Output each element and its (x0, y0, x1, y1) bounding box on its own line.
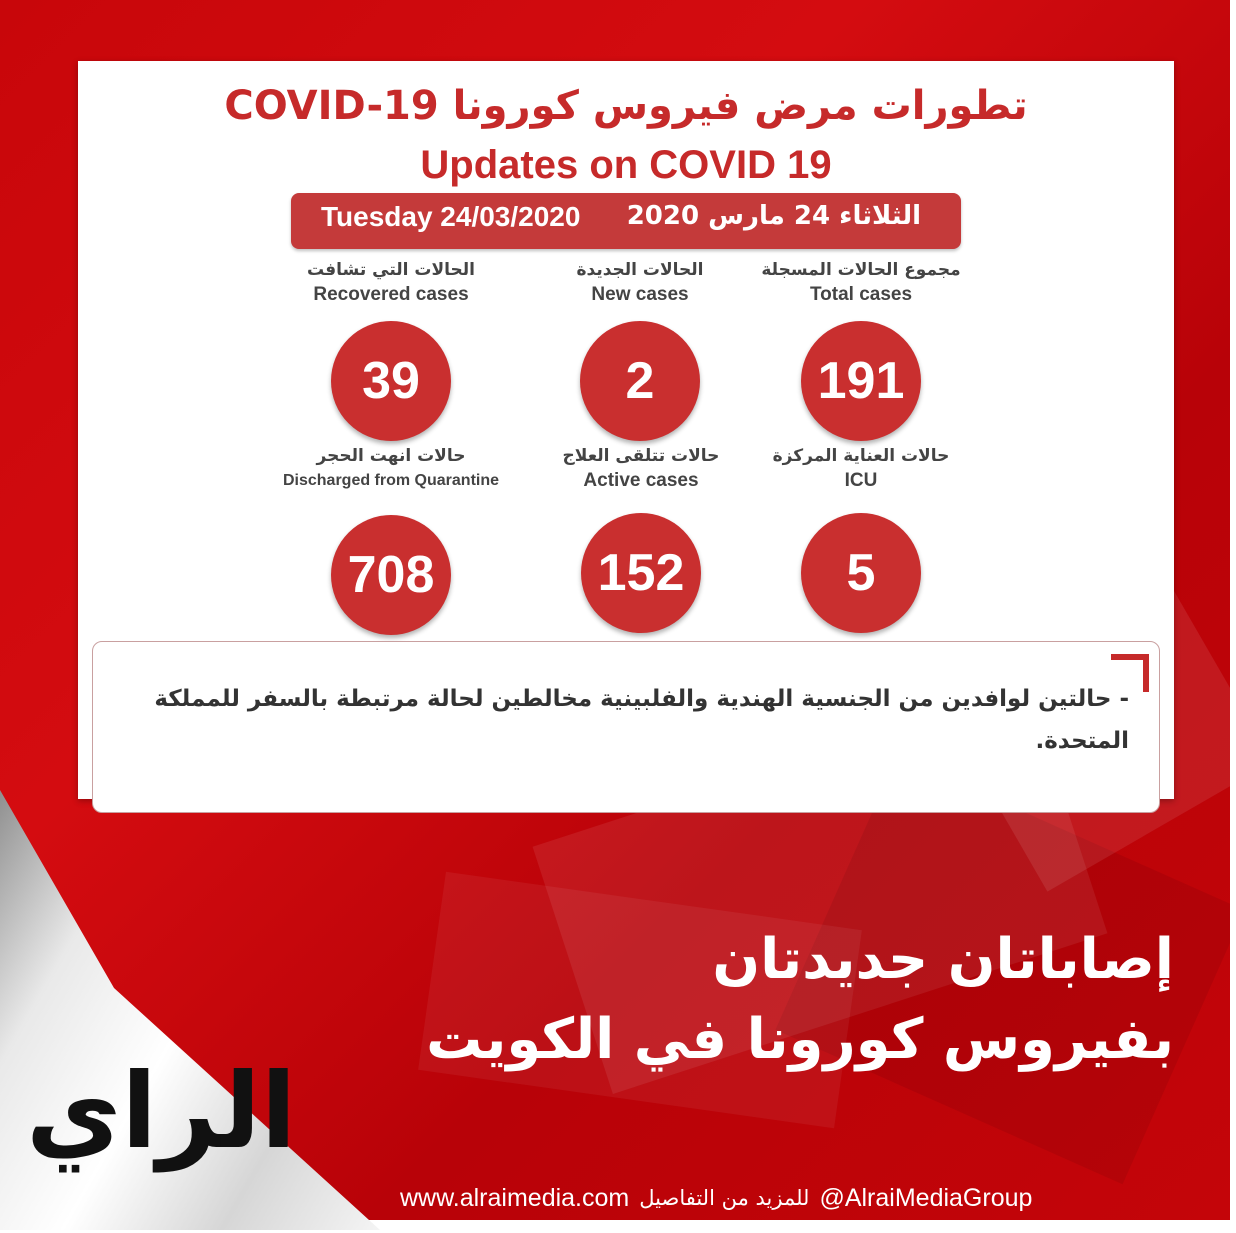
stat-label-english: Discharged from Quarantine (282, 472, 500, 489)
headline-line-1: إصاباتان جديدتان (712, 927, 1174, 992)
card-title-arabic: تطورات مرض فيروس كورونا COVID-19 (224, 83, 1028, 129)
headline (374, 920, 1174, 1080)
note-text: - حالتين لوافدين من الجنسية الهندية والفلبينية مخالطين لحالة مرتبطة بالسفر للمملكة المتحدة. (154, 686, 1129, 754)
stat-value-circle: 191 (801, 321, 921, 441)
stat-label-arabic: الحالات الجديدة (576, 260, 704, 280)
stat-value-circle: 39 (331, 321, 451, 441)
covid-update-card (78, 61, 1174, 799)
stat-label-english: Recovered cases (313, 284, 469, 305)
stat-discharged (251, 443, 531, 635)
stat-label-english: New cases (591, 284, 689, 305)
social-handle[interactable]: @AlraiMediaGroup (819, 1183, 1033, 1212)
footer (400, 1178, 1180, 1218)
date-english: Tuesday 24/03/2020 (321, 201, 581, 232)
stat-value-circle: 152 (581, 513, 701, 633)
stat-label-arabic: حالات انهت الحجر (316, 446, 466, 466)
more-details-text: للمزيد من التفاصيل (639, 1186, 810, 1210)
alrai-logo: الراي (26, 1050, 297, 1172)
stat-value-circle: 708 (331, 515, 451, 635)
website-link[interactable]: www.alraimedia.com (400, 1183, 630, 1212)
stat-value-circle: 5 (801, 513, 921, 633)
headline-line-2: بفيروس كورونا في الكويت (426, 1007, 1174, 1072)
stat-label-english: Active cases (583, 470, 699, 491)
stat-value-circle: 2 (580, 321, 700, 441)
stat-recovered (251, 257, 531, 441)
stat-label-arabic: الحالات التي تشافت (307, 260, 475, 280)
stat-total (721, 257, 1001, 441)
date-arabic: الثلاثاء 24 مارس 2020 (626, 201, 921, 231)
stat-icu (721, 443, 1001, 633)
stat-label-arabic: حالات تتلقى العلاج (562, 446, 720, 466)
note-box (92, 641, 1160, 813)
stat-label-arabic: حالات العناية المركزة (772, 446, 950, 466)
stat-label-english: Total cases (809, 284, 913, 305)
card-title-english: Updates on COVID 19 (420, 143, 832, 187)
stat-label-arabic: مجموع الحالات المسجلة (761, 260, 961, 280)
date-bar (291, 193, 961, 249)
stat-label-english: ICU (844, 470, 878, 491)
